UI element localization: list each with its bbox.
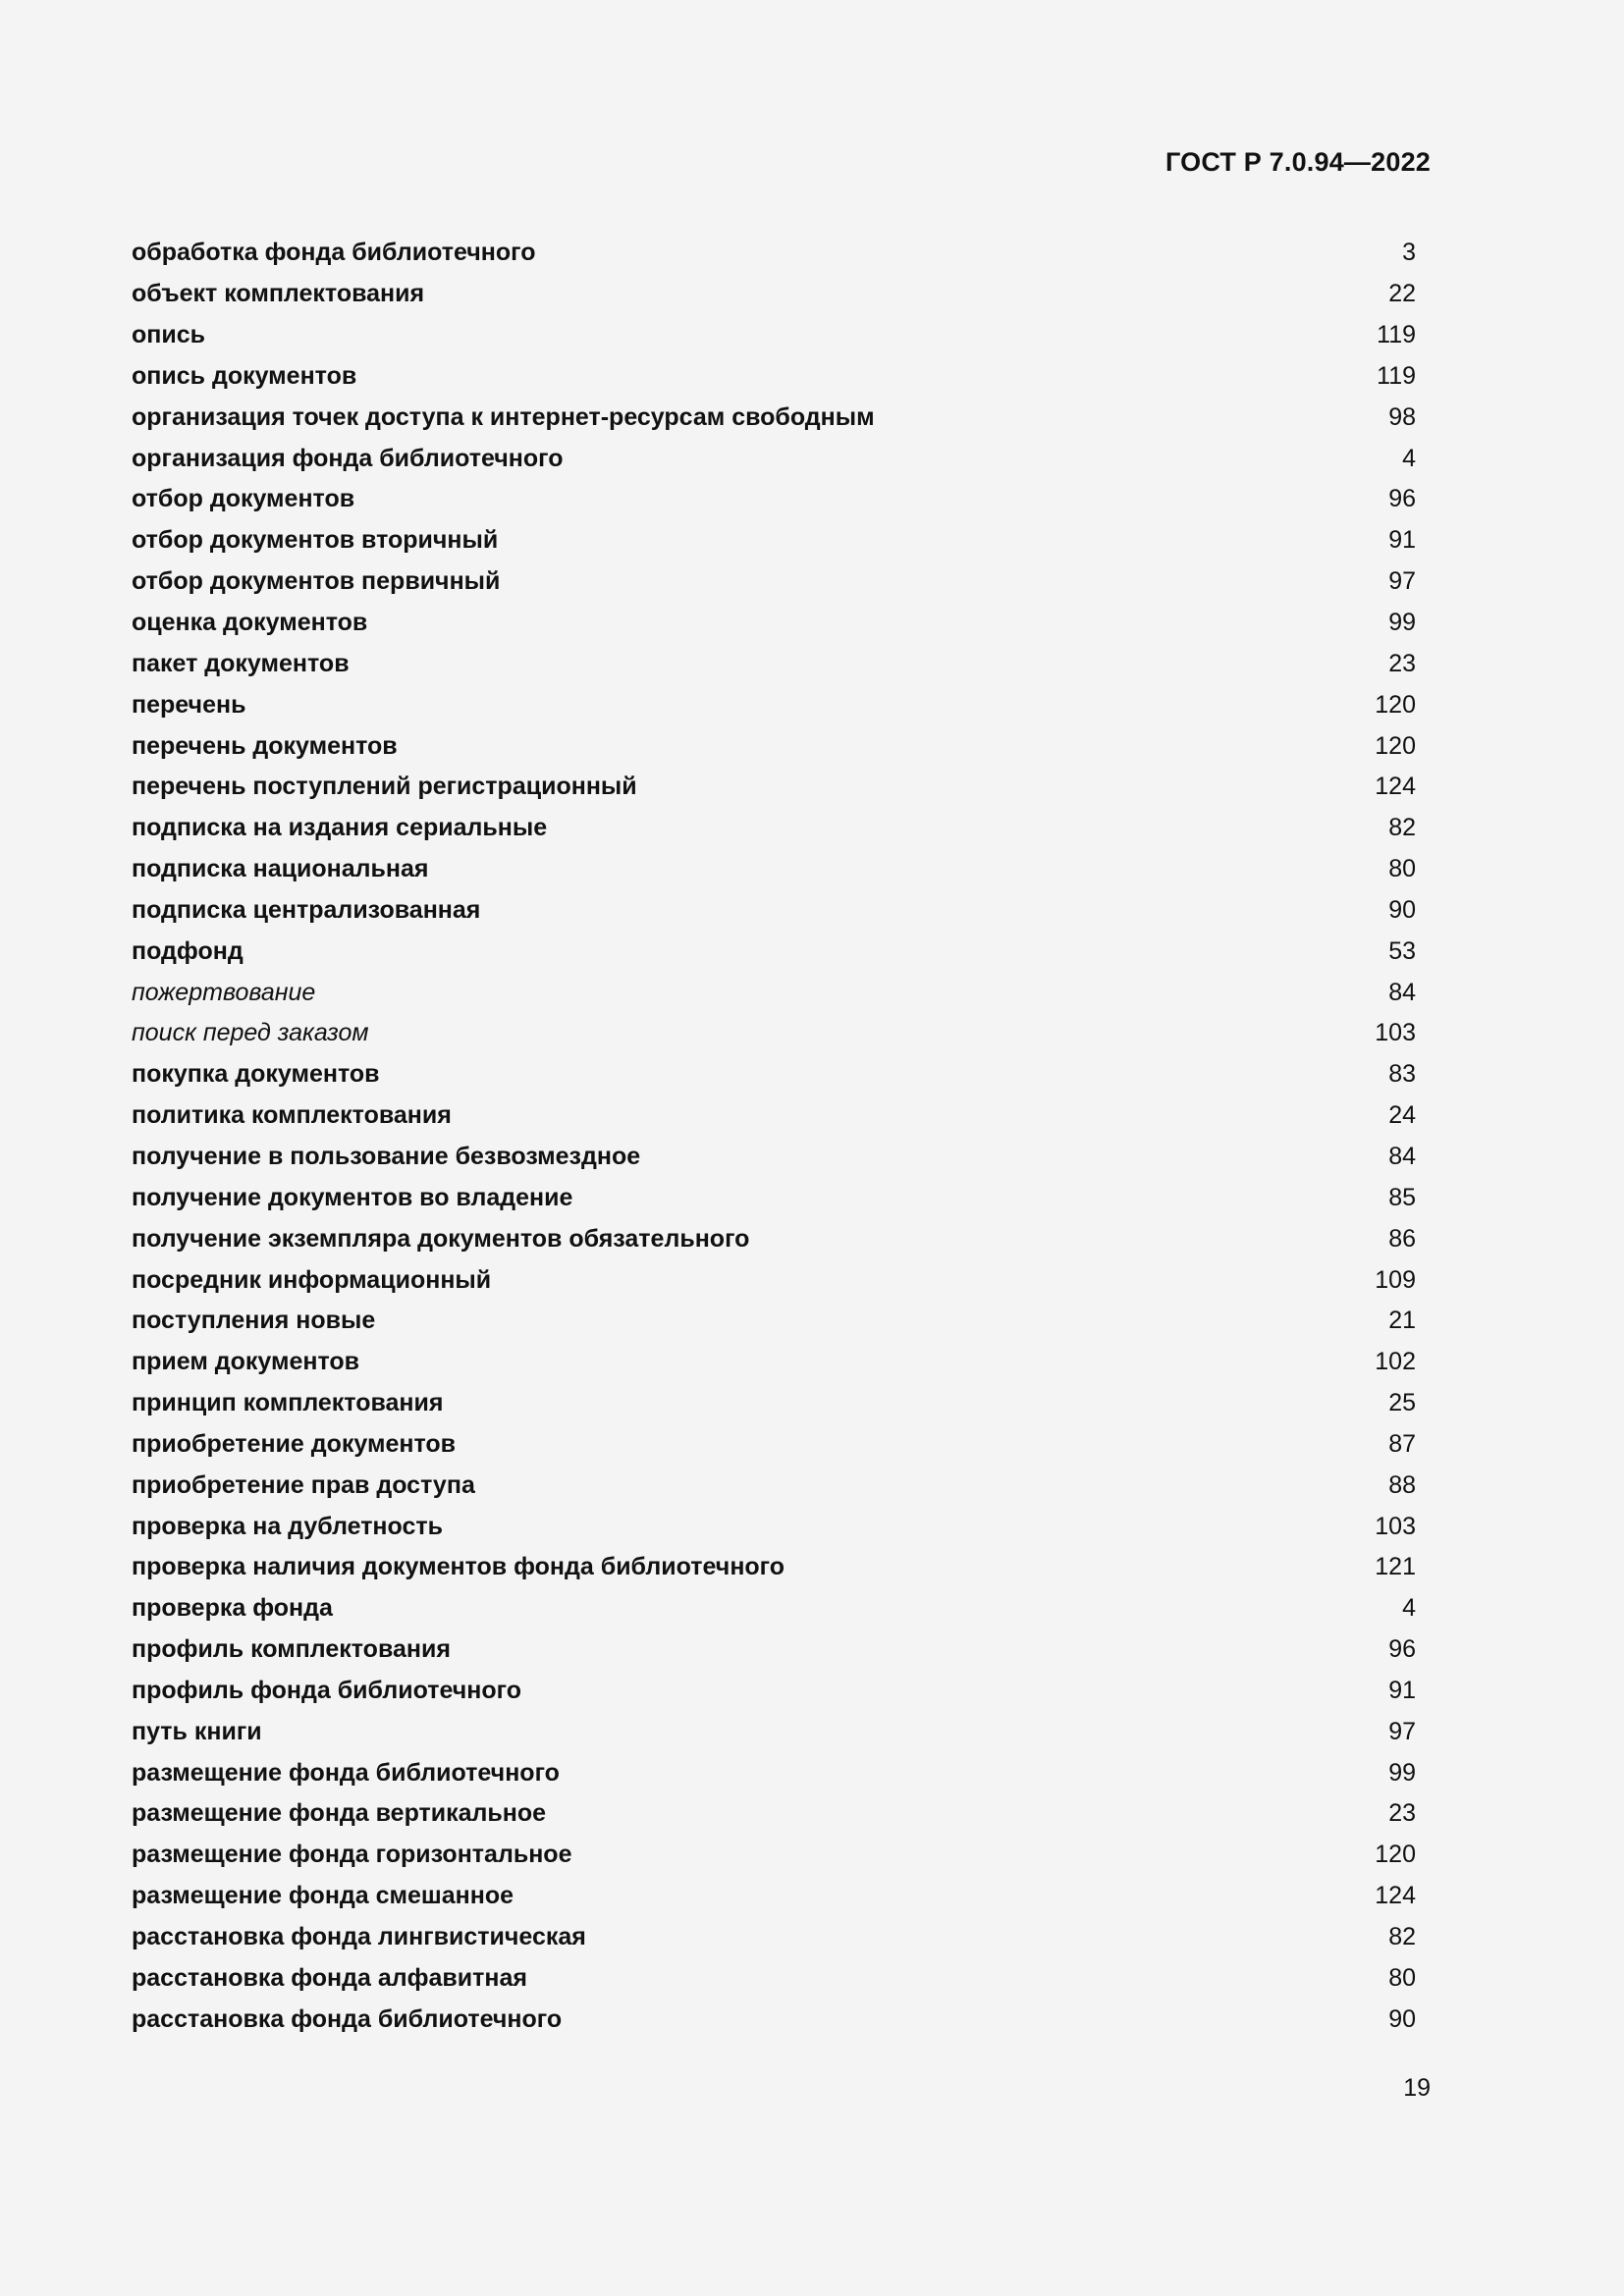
index-entry (132, 1835, 1416, 1876)
index-page-reference: 102 (1375, 1348, 1416, 1376)
index-page-reference: 124 (1375, 1882, 1416, 1910)
index-entry (132, 397, 1416, 438)
index-term: отбор документов вторичный (132, 526, 499, 555)
index-term: пожертвование (132, 978, 316, 1006)
index-term: размещение фонда горизонтальное (132, 1841, 572, 1869)
index-term: расстановка фонда алфавитная (132, 1963, 528, 1992)
index-term: посредник информационный (132, 1265, 492, 1294)
index-page-reference: 82 (1388, 1923, 1416, 1951)
index-page-reference: 124 (1375, 773, 1416, 801)
index-entry (132, 274, 1416, 315)
index-entry (132, 1423, 1416, 1465)
index-page-reference: 87 (1388, 1429, 1416, 1458)
index-page-reference: 83 (1388, 1060, 1416, 1089)
index-page-reference: 120 (1375, 731, 1416, 760)
index-entry (132, 972, 1416, 1013)
index-term: перечень (132, 690, 246, 719)
index-entry (132, 1177, 1416, 1218)
index-page-reference: 103 (1375, 1512, 1416, 1540)
index-page-reference: 4 (1402, 1594, 1416, 1623)
index-page-reference: 85 (1388, 1183, 1416, 1211)
index-entry (132, 1752, 1416, 1793)
index-term: организация фонда библиотечного (132, 444, 564, 472)
index-entry (132, 890, 1416, 932)
index-entry (132, 1342, 1416, 1383)
index-entry (132, 767, 1416, 808)
index-entry (132, 1588, 1416, 1629)
index-page-reference: 96 (1388, 485, 1416, 513)
index-page-reference: 23 (1388, 649, 1416, 677)
index-page-reference: 22 (1388, 280, 1416, 308)
index-entry (132, 1301, 1416, 1342)
index-term: профиль комплектования (132, 1635, 451, 1664)
index-term: перечень поступлений регистрационный (132, 773, 637, 801)
index-entry (132, 1793, 1416, 1835)
index-entry (132, 315, 1416, 356)
index-page-reference: 24 (1388, 1101, 1416, 1130)
index-entry (132, 684, 1416, 725)
index-entry (132, 1876, 1416, 1917)
index-term: прием документов (132, 1348, 360, 1376)
index-term: опись (132, 321, 206, 349)
index-page-reference: 120 (1375, 690, 1416, 719)
index-entry (132, 1465, 1416, 1506)
index-entry (132, 438, 1416, 479)
index-page-reference: 23 (1388, 1799, 1416, 1828)
index-term: покупка документов (132, 1060, 380, 1089)
index-page-reference: 25 (1388, 1389, 1416, 1417)
index-page-reference: 88 (1388, 1470, 1416, 1499)
index-term: обработка фонда библиотечного (132, 239, 536, 267)
index-term: принцип комплектования (132, 1389, 444, 1417)
index-entry (132, 1957, 1416, 1999)
index-term: получение экземпляра документов обязательного (132, 1224, 750, 1253)
index-entry (132, 643, 1416, 684)
index-term: пакет документов (132, 649, 350, 677)
index-entry (132, 931, 1416, 972)
index-page-reference: 119 (1377, 321, 1416, 349)
index-entry (132, 1999, 1416, 2040)
index-term: проверка на дублетность (132, 1512, 443, 1540)
index-entry (132, 479, 1416, 520)
index-entry (132, 1259, 1416, 1301)
index-term: отбор документов первичный (132, 567, 501, 596)
index-term: размещение фонда смешанное (132, 1882, 514, 1910)
index-page-reference: 97 (1388, 1717, 1416, 1745)
index-term: поступления новые (132, 1307, 376, 1335)
index-term: подписка на издания сериальные (132, 814, 548, 842)
index-page-reference: 84 (1388, 1142, 1416, 1170)
index-page-reference: 99 (1388, 609, 1416, 637)
index-term: размещение фонда вертикальное (132, 1799, 547, 1828)
index-page-reference: 3 (1402, 239, 1416, 267)
index-page-reference: 103 (1375, 1019, 1416, 1047)
index-page-reference: 84 (1388, 978, 1416, 1006)
index-entry (132, 561, 1416, 603)
index-page-reference: 80 (1388, 855, 1416, 883)
index-page-reference: 90 (1388, 895, 1416, 924)
index-entry (132, 233, 1416, 274)
index-page-reference: 90 (1388, 2004, 1416, 2033)
index-page-reference: 120 (1375, 1841, 1416, 1869)
index-entry (132, 1917, 1416, 1958)
index-entry (132, 849, 1416, 890)
index-entry (132, 1671, 1416, 1712)
index-term: получение документов во владение (132, 1183, 573, 1211)
index-term: приобретение прав доступа (132, 1470, 475, 1499)
index-term: организация точек доступа к интернет-ресурсам свободным (132, 402, 875, 431)
index-page-reference: 119 (1377, 361, 1416, 390)
index-page-reference: 53 (1388, 936, 1416, 965)
index-term: профиль фонда библиотечного (132, 1676, 522, 1704)
index-page-reference: 99 (1388, 1758, 1416, 1787)
index-page-reference: 80 (1388, 1963, 1416, 1992)
index-entry (132, 1095, 1416, 1137)
index-entry (132, 1629, 1416, 1671)
index-term: политика комплектования (132, 1101, 452, 1130)
alphabetical-index-list (132, 233, 1416, 2040)
index-term: размещение фонда библиотечного (132, 1758, 560, 1787)
index-page-reference: 97 (1388, 567, 1416, 596)
index-entry (132, 725, 1416, 767)
index-entry (132, 1137, 1416, 1178)
index-page-reference: 96 (1388, 1635, 1416, 1664)
index-entry (132, 1013, 1416, 1054)
document-header-code: ГОСТ Р 7.0.94—2022 (1164, 147, 1431, 177)
index-term: отбор документов (132, 485, 355, 513)
index-term: опись документов (132, 361, 357, 390)
index-term: подфонд (132, 936, 244, 965)
index-entry (132, 808, 1416, 849)
index-entry (132, 1711, 1416, 1752)
index-term: перечень документов (132, 731, 398, 760)
page-number: 19 (1403, 2074, 1431, 2102)
index-page-reference: 4 (1402, 444, 1416, 472)
index-entry (132, 1218, 1416, 1259)
index-page-reference: 91 (1388, 1676, 1416, 1704)
index-term: получение в пользование безвозмездное (132, 1142, 641, 1170)
index-entry (132, 1054, 1416, 1095)
index-page-reference: 98 (1388, 402, 1416, 431)
index-entry (132, 603, 1416, 644)
index-term: проверка наличия документов фонда библиотечного (132, 1553, 785, 1581)
index-term: расстановка фонда библиотечного (132, 2004, 563, 2033)
index-term: путь книги (132, 1717, 262, 1745)
index-term: расстановка фонда лингвистическая (132, 1923, 586, 1951)
index-entry (132, 1547, 1416, 1588)
index-term: проверка фонда (132, 1594, 333, 1623)
index-term: оценка документов (132, 609, 368, 637)
index-entry (132, 1383, 1416, 1424)
index-entry (132, 1506, 1416, 1547)
index-entry (132, 356, 1416, 398)
index-page-reference: 86 (1388, 1224, 1416, 1253)
index-page-reference: 21 (1388, 1307, 1416, 1335)
index-term: объект комплектования (132, 280, 425, 308)
index-page-reference: 121 (1375, 1553, 1416, 1581)
index-page-reference: 109 (1375, 1265, 1416, 1294)
index-page-reference: 82 (1388, 814, 1416, 842)
index-page-reference: 91 (1388, 526, 1416, 555)
index-term: приобретение документов (132, 1429, 457, 1458)
index-term: подписка централизованная (132, 895, 481, 924)
index-term: поиск перед заказом (132, 1019, 369, 1047)
index-entry (132, 520, 1416, 561)
index-term: подписка национальная (132, 855, 429, 883)
